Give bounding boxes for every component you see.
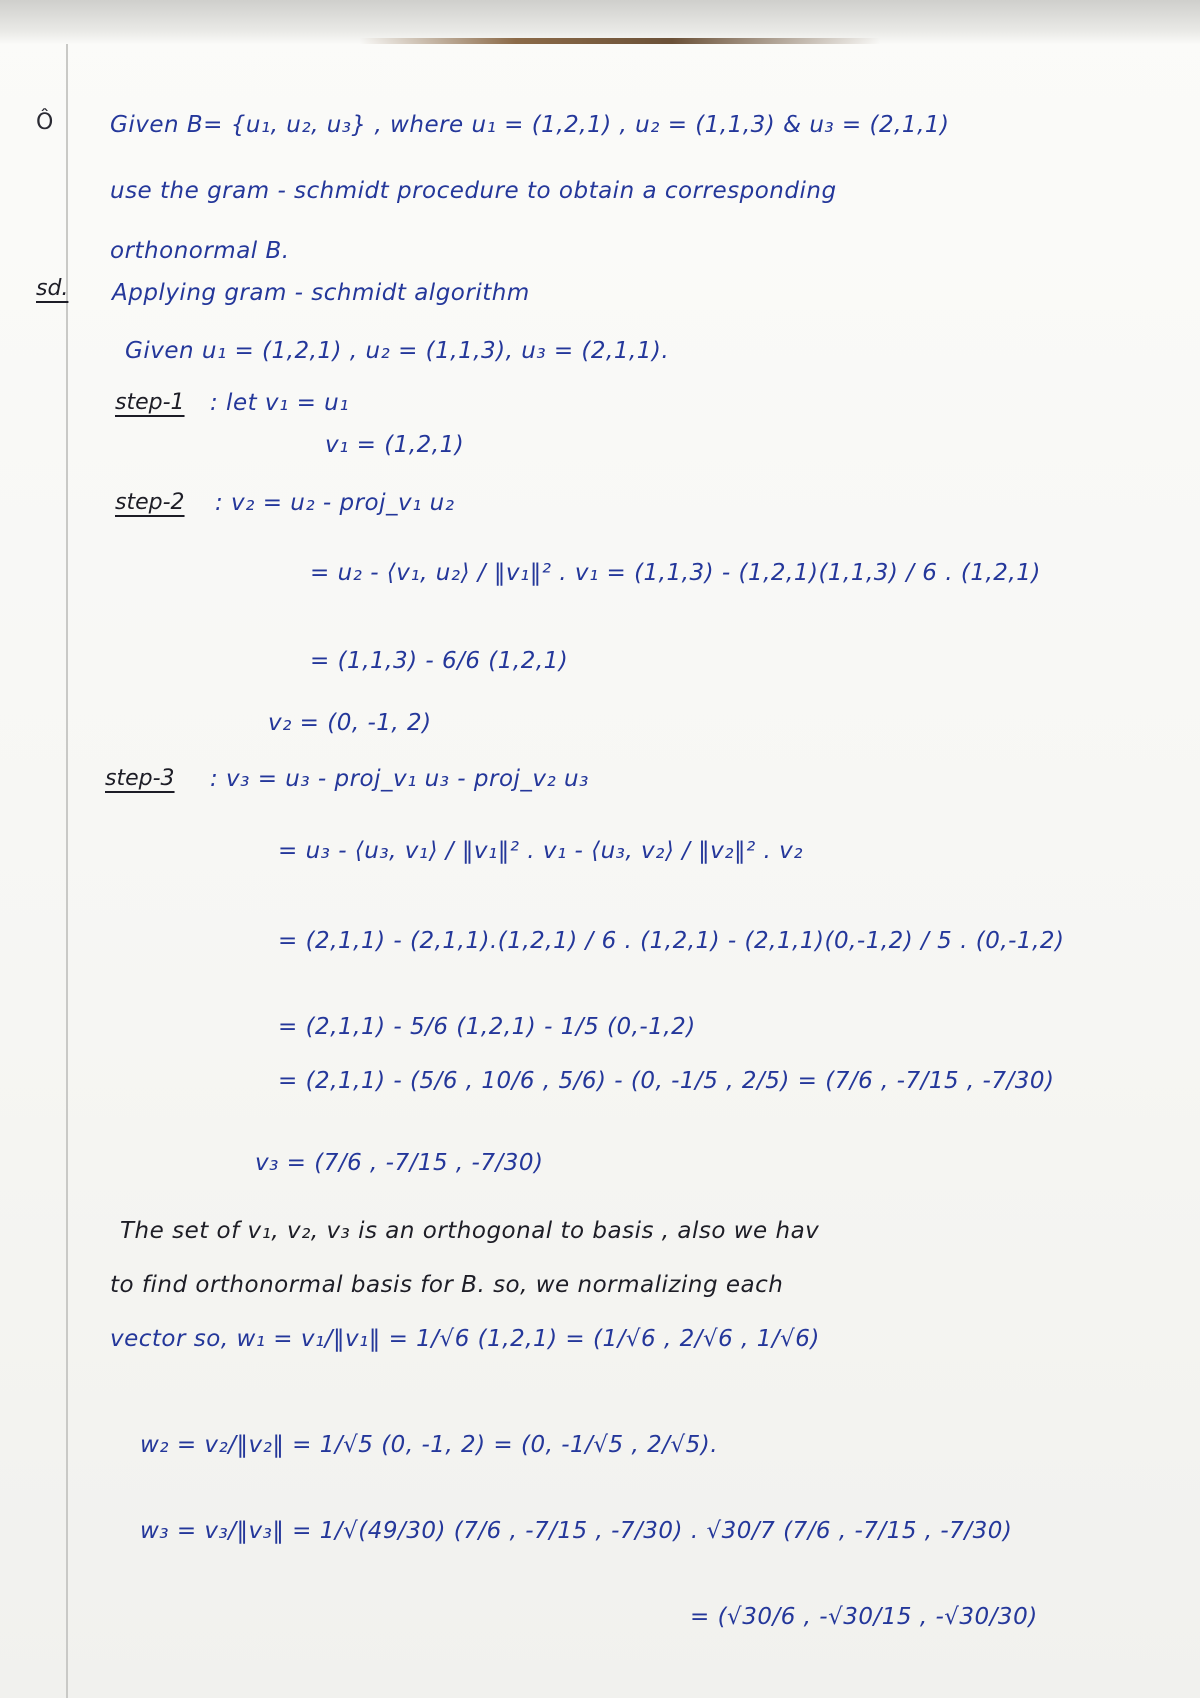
step-2-line-4: v₂ = (0, -1, 2) [268, 710, 432, 736]
given-vectors: Given u₁ = (1,2,1) , u₂ = (1,1,3), u₃ = (2,1,1). [125, 338, 670, 364]
step-3-label: step-3 [105, 766, 175, 791]
solution-heading: Applying gram - schmidt algorithm [112, 280, 530, 306]
step-2-label: step-2 [115, 490, 185, 515]
normalize-w3-result: = (√30/6 , -√30/15 , -√30/30) [690, 1604, 1038, 1630]
question-line-2: use the gram - schmidt procedure to obtain a corresponding [110, 178, 837, 204]
binding-strip [360, 38, 880, 44]
step-3-line-3: = (2,1,1) - (2,1,1).(1,2,1) / 6 . (1,2,1) - (2,1,1)(0,-1,2) / 5 . (0,-1,2) [278, 928, 1065, 954]
step-2-line-2: = u₂ - ⟨v₁, u₂⟩ / ‖v₁‖² . v₁ = (1,1,3) - (1,2,1)(1,1,3) / 6 . (1,2,1) [310, 560, 1041, 586]
question-line-1: Given B= {u₁, u₂, u₃} , where u₁ = (1,2,1) , u₂ = (1,1,3) & u₃ = (2,1,1) [110, 112, 950, 138]
conclusion-line-1: The set of v₁, v₂, v₃ is an orthogonal to basis , also we hav [120, 1218, 820, 1244]
normalize-w3: w₃ = v₃/‖v₃‖ = 1/√(49/30) (7/6 , -7/15 , -7/30) . √30/7 (7/6 , -7/15 , -7/30) [140, 1518, 1013, 1544]
normalize-w2: w₂ = v₂/‖v₂‖ = 1/√5 (0, -1, 2) = (0, -1/√5 , 2/√5). [140, 1432, 719, 1458]
solution-label: sd. [36, 276, 69, 301]
step-2-line-1: : v₂ = u₂ - proj_v₁ u₂ [215, 490, 455, 516]
conclusion-line-2: to find orthonormal basis for B. so, we normalizing each [110, 1272, 784, 1298]
question-line-3: orthonormal B. [110, 238, 290, 264]
step-1-line-2: v₁ = (1,2,1) [325, 432, 465, 458]
step-3-line-1: : v₃ = u₃ - proj_v₁ u₃ - proj_v₂ u₃ [210, 766, 589, 792]
step-3-line-4: = (2,1,1) - 5/6 (1,2,1) - 1/5 (0,-1,2) [278, 1014, 696, 1040]
step-3-line-2: = u₃ - ⟨u₃, v₁⟩ / ‖v₁‖² . v₁ - ⟨u₃, v₂⟩ / ‖v₂‖² . v₂ [278, 838, 803, 864]
step-3-result: v₃ = (7/6 , -7/15 , -7/30) [255, 1150, 544, 1176]
step-1-line-1: : let v₁ = u₁ [210, 390, 349, 416]
normalize-w1: vector so, w₁ = v₁/‖v₁‖ = 1/√6 (1,2,1) = (1/√6 , 2/√6 , 1/√6) [110, 1326, 820, 1352]
question-marker: Ô [36, 110, 54, 135]
step-1-label: step-1 [115, 390, 185, 415]
step-2-line-3: = (1,1,3) - 6/6 (1,2,1) [310, 648, 569, 674]
step-3-line-5: = (2,1,1) - (5/6 , 10/6 , 5/6) - (0, -1/5 , 2/5) = (7/6 , -7/15 , -7/30) [278, 1068, 1055, 1094]
